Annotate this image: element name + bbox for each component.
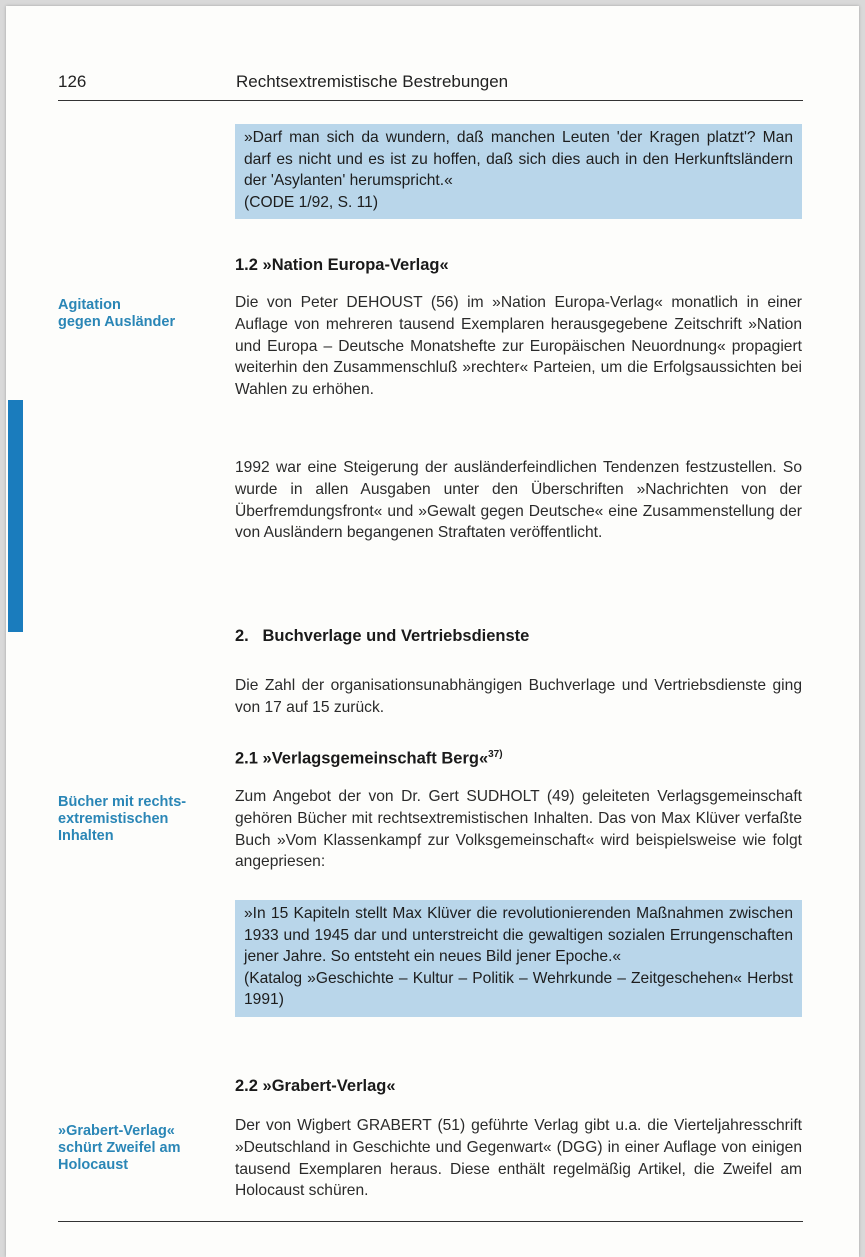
document-page [6,6,859,1257]
page-number: 126 [58,72,87,91]
heading-1-2: 1.2 »Nation Europa-Verlag« [235,256,449,274]
heading-2: 2. Buchverlage und Vertriebsdienste [235,627,530,645]
footnote-ref: 37) [488,749,503,760]
quote-text: »In 15 Kapiteln stellt Max Klüver die revolutionierenden Maßnahmen zwischen 1933 und 1945 dar und unterstreicht die gewaltigen sozialen Errungenschaften jener Jahre. So entsteht ein neues Bild jener Epoche.« [244,905,793,965]
quote-text: »Darf man sich da wundern, daß manchen Leuten 'der Kragen platzt'? Man darf es nicht und es ist zu hoffen, daß sich dies auch in den Herkunftsländern der 'Asylanten' herumspricht.« [244,129,793,189]
chapter-marker-bar [8,400,23,632]
paragraph-grabert: Der von Wigbert GRABERT (51) geführte Verlag gibt u.a. die Vierteljahresschrift »Deutschland in Geschichte und Gegenwart« (DGG) in einer Auflage von einigen tausend Exemplaren heraus. Diese enthält regelmäßig Artikel, die Zweifel am Holocaust schüren. [235,1117,802,1200]
quote-source: (CODE 1/92, S. 11) [244,193,379,211]
margin-note-buecher: Bücher mit rechts- extremistischen Inhalten [58,794,187,844]
heading-2-1: 2.1 »Verlagsgemeinschaft Berg«$^{37)}$ [235,749,503,768]
paragraph-berg: Zum Angebot der von Dr. Gert SUDHOLT (49) geleiteten Verlagsgemeinschaft gehören Bücher mit rechtsextremistischen Inhalten. Das von Max Klüver verfaßte Buch »Vom Klassenkampf zur Volksgemeinschaft« wird beispielsweise wie folgt angepriesen: [235,788,802,871]
paragraph-buchverlage: Die Zahl der organisationsunabhängigen Buchverlage und Vertriebsdienste ging von 17 auf 15 zurück. [235,677,802,716]
paragraph-tendenzen: 1992 war eine Steigerung der ausländerfeindlichen Tendenzen festzustellen. So wurde in allen Ausgaben unter den Überschriften »Nachrichten von der Überfremdungsfront« und »Gewalt gegen Deutsche« eine Zusammenstellung der von Ausländern begangenen Straftaten veröffentlicht. [235,459,802,542]
heading-2-2: 2.2 »Grabert-Verlag« [235,1077,396,1095]
footer-rule [58,1221,803,1222]
running-title: Rechtsextremistische Bestrebungen [236,72,509,91]
quote-code [235,124,802,219]
paragraph-nation-europa: Die von Peter DEHOUST (56) im »Nation Europa-Verlag« monatlich in einer Auflage von mehreren tausend Exemplaren herausgegebene Zeitschrift »Nation und Europa – Deutsche Monatshefte zur Europäischen Neuordnung« propagiert weiterhin den Zusammenschluß »rechter« Parteien, um die Erfolgsaussichten bei Wahlen zu erhöhen. [235,294,802,399]
margin-note-agitation: Agitation gegen Ausländer [58,297,176,330]
header-rule [58,100,803,101]
margin-note-grabert: »Grabert-Verlag« schürt Zweifel am Holocaust [58,1123,181,1173]
quote-source: (Katalog »Geschichte – Kultur – Politik – Wehrkunde – Zeitgeschehen« Herbst 1991) [244,969,793,1008]
quote-katalog [235,900,802,1017]
